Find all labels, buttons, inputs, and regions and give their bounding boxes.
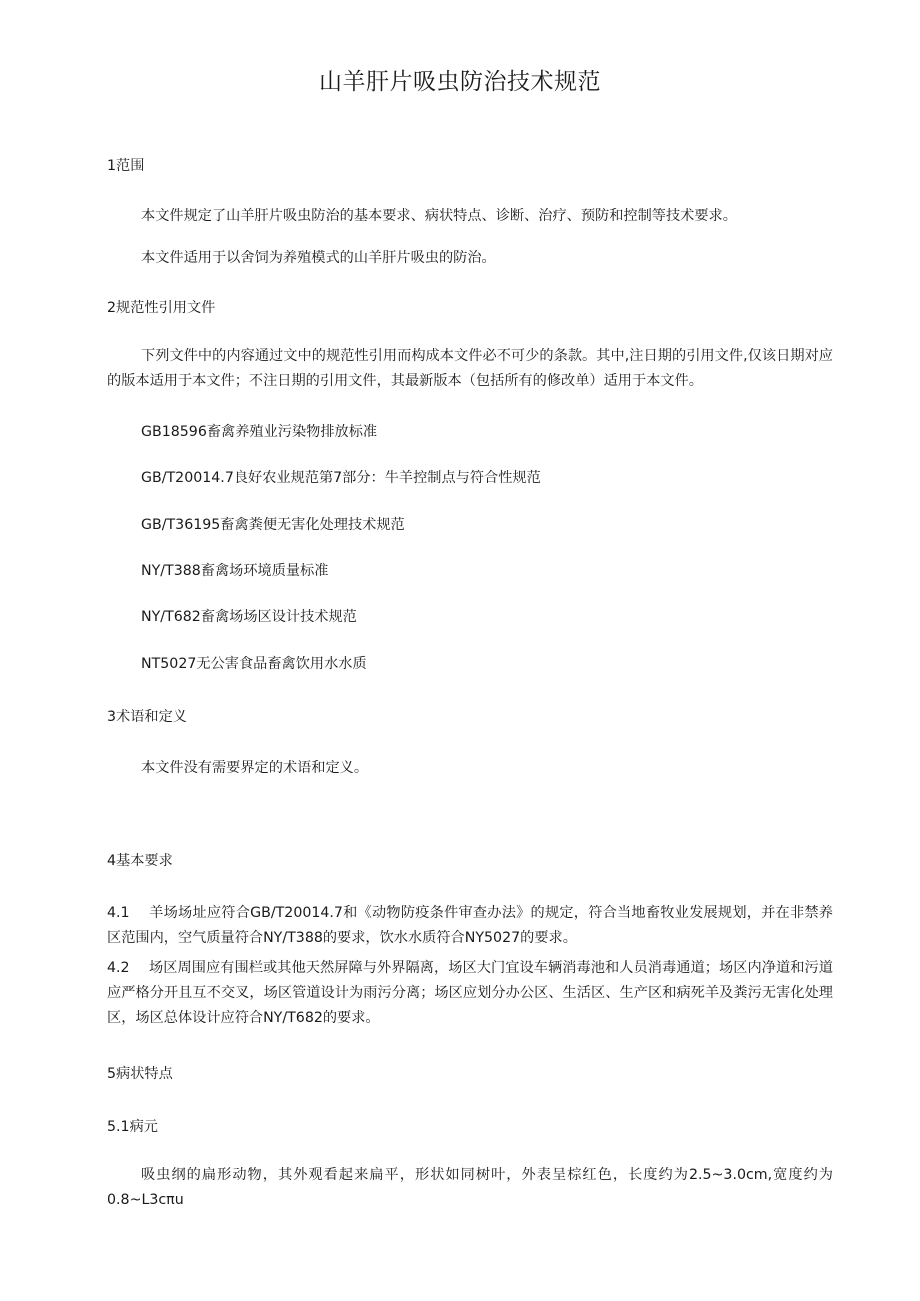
section-1-heading: 1范围 [107,158,145,174]
document-title: 山羊肝片吸虫防治技术规范 [319,69,601,95]
reference-item: NY/T682畜禽场场区设计技术规范 [141,609,357,625]
section-1-paragraph-2: 本文件适用于以舍饲为养殖模式的山羊肝片吸虫的防治。 [141,250,496,266]
section-3-paragraph: 本文件没有需要界定的术语和定义。 [141,760,369,776]
clause-4-1 [107,901,833,951]
clause-4-2 [107,956,833,1031]
clause-text: 场区周围应有围栏或其他天然屏障与外界隔离，场区大门宜设车辆消毒池和人员消毒通道；场区内净道和污道应严格分开且互不交叉，场区管道设计为雨污分离；场区应划分办公区、生活区、生产区和病死羊及粪污无害化处理区，场区总体设计应符合NY/T682的要求。 [107,960,833,1026]
subsection-5-1-heading: 5.1病元 [107,1119,158,1135]
section-2-intro-paragraph: 下列文件中的内容通过文中的规范性引用而构成本文件必不可少的条款。其中,注日期的引用文件,仅该日期对应的版本适用于本文件；不注日期的引用文件，其最新版本（包括所有的修改单）适用于本文件。 [107,348,833,389]
section-4-heading: 4基本要求 [107,853,173,869]
clause-number: 4.2 [107,960,130,976]
reference-item: GB/T36195畜禽粪便无害化处理技术规范 [141,517,405,533]
section-1-paragraph-1: 本文件规定了山羊肝片吸虫防治的基本要求、病状特点、诊断、治疗、预防和控制等技术要求。 [141,208,737,224]
clause-number: 4.1 [107,905,130,921]
section-2-heading: 2规范性引用文件 [107,300,216,316]
reference-item: NY/T388畜禽场环境质量标准 [141,563,329,579]
clause-text: 羊场场址应符合GB/T20014.7和《动物防疫条件审查办法》的规定，符合当地畜牧业发展规划，并在非禁养区范围内，空气质量符合NY/T388的要求，饮水水质符合NY5027的要求。 [107,905,833,946]
subsection-5-1-paragraph: 吸虫纲的扁形动物，其外观看起来扁平，形状如同树叶，外表呈棕红色，长度约为2.5~3.0cm,宽度约为0.8~L3cπu [107,1167,833,1208]
reference-item: NT5027无公害食品畜禽饮用水水质 [141,656,367,672]
section-3-heading: 3术语和定义 [107,709,187,725]
section-5-heading: 5病状特点 [107,1066,173,1082]
reference-item: GB/T20014.7良好农业规范第7部分：牛羊控制点与符合性规范 [141,470,541,486]
reference-item: GB18596畜禽养殖业污染物排放标准 [141,424,378,440]
